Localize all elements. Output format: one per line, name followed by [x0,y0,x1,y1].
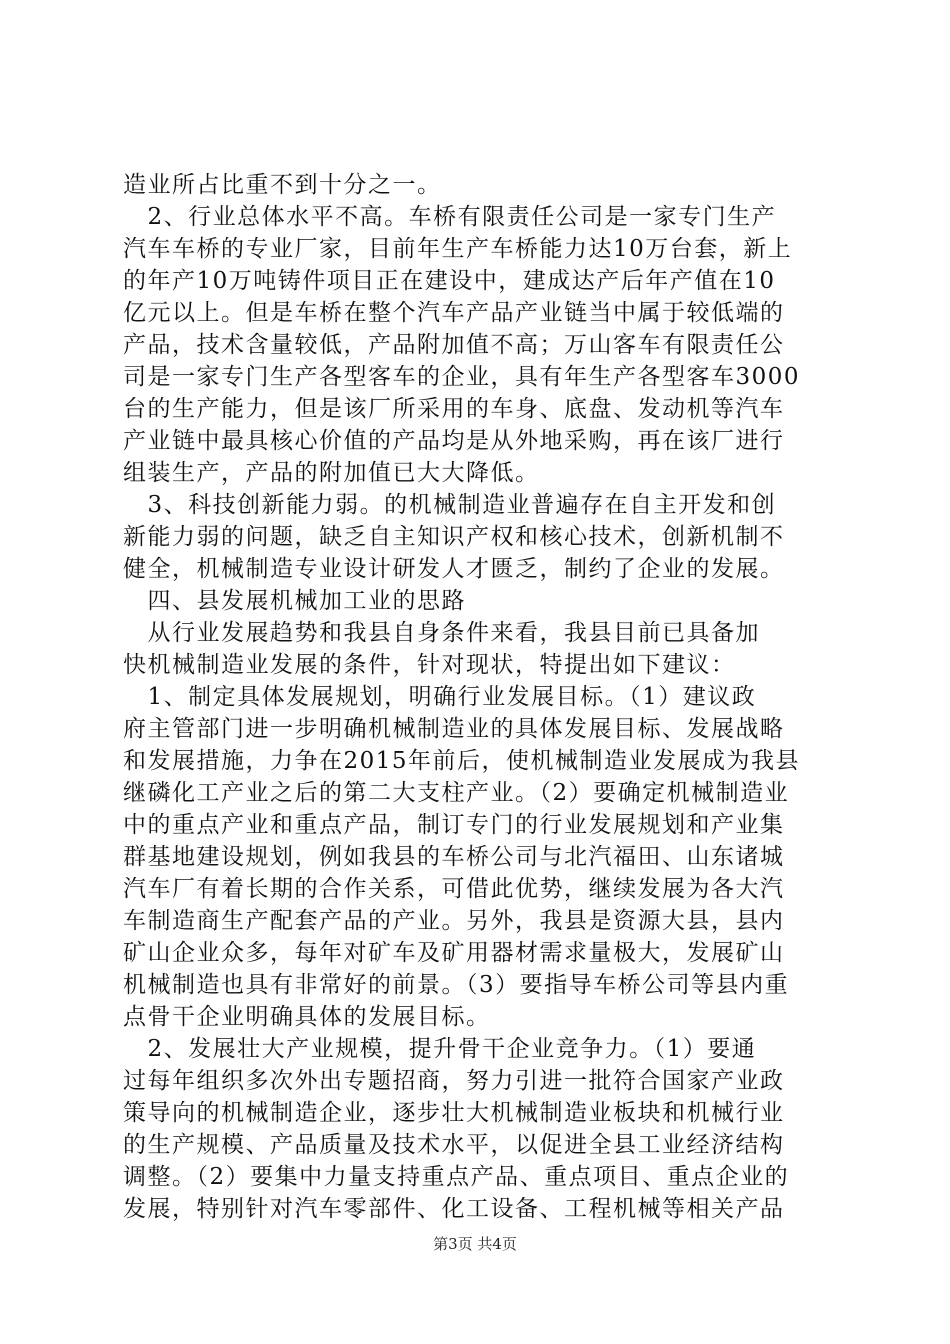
text-line: 台的生产能力，但是该厂所采用的车身、底盘、发动机等汽车 [123,396,785,422]
text-line: 产品，技术含量较低，产品附加值不高；万山客车有限责任公 [123,332,785,358]
text-line: 造业所占比重不到十分之一。 [123,172,442,198]
text-line: 汽车厂有着长期的合作关系，可借此优势，继续发展为各大汽 [123,876,785,902]
text-line: 汽车车桥的专业厂家，目前年生产车桥能力达10万台套，新上 [123,236,793,262]
text-line: 策导向的机械制造企业，逐步壮大机械制造业板块和机械行业 [123,1100,785,1126]
text-line: 2、发展壮大产业规模，提升骨干企业竞争力。（1）要通 [123,1036,757,1062]
text-line: 车制造商生产配套产品的产业。另外，我县是资源大县，县内 [123,908,785,934]
text-line: 矿山企业众多，每年对矿车及矿用器材需求量极大，发展矿山 [123,940,785,966]
text-line: 组装生产，产品的附加值已大大降低。 [123,460,540,486]
text-line: 新能力弱的问题，缺乏自主知识产权和核心技术，创新机制不 [123,524,785,550]
text-line: 群基地建设规划，例如我县的车桥公司与北汽福田、山东诸城 [123,844,785,870]
text-line: 中的重点产业和重点产品，制订专门的行业发展规划和产业集 [123,812,785,838]
text-line: 1、制定具体发展规划，明确行业发展目标。（1）建议政 [123,684,757,710]
text-line: 府主管部门进一步明确机械制造业的具体发展目标、发展战略 [123,716,785,742]
text-line: 点骨干企业明确具体的发展目标。 [123,1004,491,1030]
text-line: 产业链中最具核心价值的产品均是从外地采购，再在该厂进行 [123,428,785,454]
text-line: 机械制造也具有非常好的前景。（3）要指导车桥公司等县内重 [123,972,790,998]
text-line: 3、科技创新能力弱。的机械制造业普遍存在自主开发和创 [123,492,777,518]
text-line: 健全，机械制造专业设计研发人才匮乏，制约了企业的发展。 [123,556,785,582]
text-line: 四、县发展机械加工业的思路 [123,588,466,614]
text-line: 和发展措施，力争在2015年前后，使机械制造业发展成为我县 [123,748,801,774]
text-line: 快机械制造业发展的条件，针对现状，特提出如下建议： [123,652,736,678]
document-body [123,169,833,1225]
text-line: 的年产10万吨铸件项目正在建设中，建成达产后年产值在10 [123,268,776,294]
text-line: 调整。（2）要集中力量支持重点产品、重点项目、重点企业的 [123,1164,790,1190]
text-line: 继磷化工产业之后的第二大支柱产业。（2）要确定机械制造业 [123,780,790,806]
text-line: 过每年组织多次外出专题招商，努力引进一批符合国家产业政 [123,1068,785,1094]
text-line: 的生产规模、产品质量及技术水平，以促进全县工业经济结构 [123,1132,785,1158]
text-line: 发展，特别针对汽车零部件、化工设备、工程机械等相关产品 [123,1196,785,1222]
text-line: 2、行业总体水平不高。车桥有限责任公司是一家专门生产 [123,204,777,230]
text-line: 司是一家专门生产各型客车的企业，具有年生产各型客车3000 [123,364,801,390]
text-line: 从行业发展趋势和我县自身条件来看，我县目前已具备加 [123,620,760,646]
page-footer: 第3页 共4页 [433,1235,517,1253]
text-line: 亿元以上。但是车桥在整个汽车产品产业链当中属于较低端的 [123,300,785,326]
